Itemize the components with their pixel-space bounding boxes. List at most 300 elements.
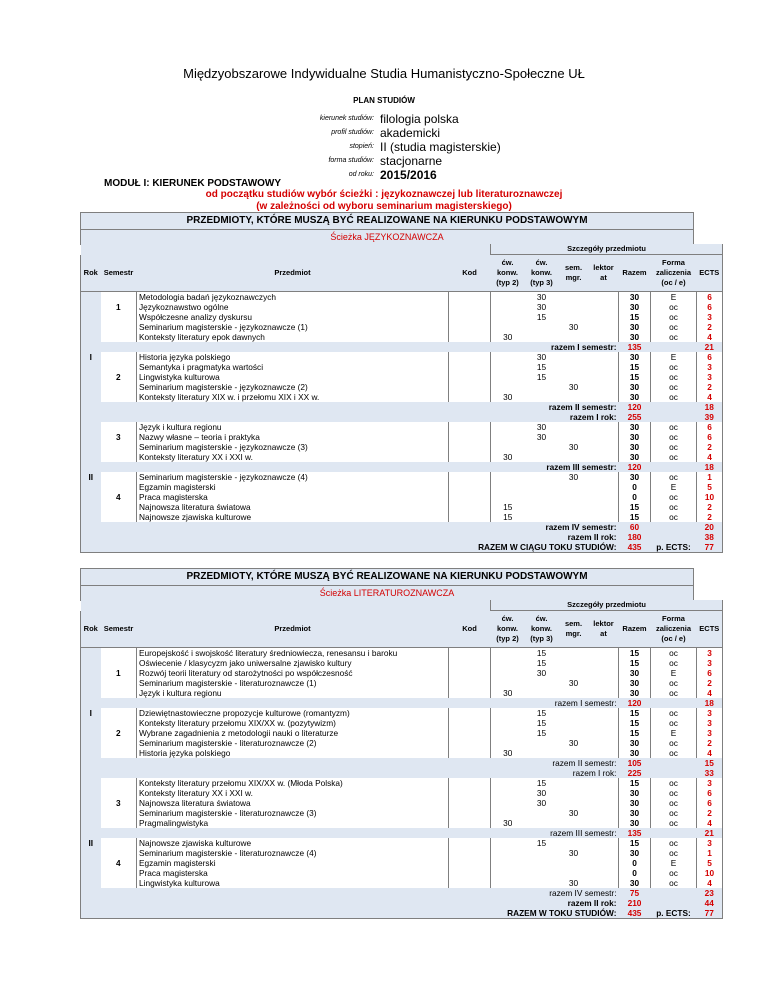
- rok-cell: [81, 898, 101, 908]
- sem-mgr-cell: [559, 482, 589, 492]
- rok-cell: [81, 362, 101, 372]
- lektorat-cell: [589, 838, 619, 848]
- ects-cell: 2: [697, 512, 723, 522]
- col-kod: [449, 611, 491, 648]
- kod-cell: [449, 718, 491, 728]
- cw-typ3-cell: [525, 382, 559, 392]
- col-forma: [651, 255, 697, 292]
- kod-cell: [449, 788, 491, 798]
- course-row: [81, 392, 723, 402]
- details-label: Szczegóły przedmiotu: [491, 244, 723, 255]
- lektorat-cell: [589, 858, 619, 868]
- details-label: [81, 244, 491, 255]
- cw-typ2-cell: [491, 492, 525, 502]
- summary-row: [81, 462, 723, 472]
- course-name: Językoznawstwo ogólne: [137, 302, 449, 312]
- meta-label: profil studiów:: [331, 129, 374, 136]
- cw-typ3-cell: [525, 808, 559, 818]
- course-name: Praca magisterska: [137, 868, 449, 878]
- cw-typ3-cell: [525, 392, 559, 402]
- kod-cell: [449, 648, 491, 659]
- ects-cell: 3: [697, 648, 723, 659]
- semestr-cell: [101, 412, 137, 422]
- forma-cell: oc: [651, 868, 697, 878]
- course-name: Semantyka i pragmatyka wartości: [137, 362, 449, 372]
- col-cw-typ3-line: ćw.: [535, 614, 548, 623]
- cw-typ3-cell: [525, 502, 559, 512]
- course-name: Seminarium magisterskie - literaturoznawcze (3): [137, 808, 449, 818]
- ects-cell: 4: [697, 392, 723, 402]
- summary-row: [81, 698, 723, 708]
- course-row: [81, 492, 723, 502]
- kod-cell: [449, 372, 491, 382]
- summary-row: [81, 402, 723, 412]
- razem-total: 180: [619, 532, 651, 542]
- forma-cell: oc: [651, 302, 697, 312]
- kod-cell: [449, 688, 491, 698]
- sem-mgr-cell: 30: [568, 472, 579, 482]
- course-row: [81, 472, 723, 482]
- col-ects: [697, 255, 723, 292]
- sem-mgr-cell: [559, 362, 589, 372]
- rok-cell: [81, 302, 101, 312]
- sem-mgr-cell: [559, 492, 589, 502]
- forma-cell: oc: [651, 322, 697, 332]
- cw-typ2-cell: [491, 658, 525, 668]
- ects-total: 23: [697, 888, 723, 898]
- rok-cell: [81, 292, 101, 303]
- rok-cell: [81, 342, 101, 352]
- sem-mgr-cell: [559, 432, 589, 442]
- ects-cell: 3: [697, 658, 723, 668]
- cw-typ3-cell: [525, 482, 559, 492]
- cw-typ3-cell: 15: [536, 648, 547, 658]
- sem-mgr-cell: [559, 302, 589, 312]
- razem-total: 75: [619, 888, 651, 898]
- cw-typ3-cell: 15: [536, 708, 547, 718]
- razem-cell: 0: [619, 858, 651, 868]
- cw-typ2-cell: [491, 648, 525, 659]
- rok-cell: [81, 522, 101, 532]
- rok-cell: [81, 412, 101, 422]
- course-name: Lingwistyka kulturowa: [137, 372, 449, 382]
- rok-cell: [81, 698, 101, 708]
- course-name: Najnowsze zjawiska kulturowe: [137, 512, 449, 522]
- path-choice-note: od początku studiów wybór ścieżki : językoznawczej lub literaturoznawczej: [205, 189, 563, 200]
- kod-cell: [449, 778, 491, 788]
- semestr-cell: [101, 532, 137, 542]
- forma-cell: p. ECTS:: [651, 908, 697, 919]
- col-razem-line: Razem: [622, 624, 647, 633]
- cw-typ3-cell: [525, 688, 559, 698]
- lektorat-cell: [589, 362, 619, 372]
- rok-cell: [81, 878, 101, 888]
- rok-cell: [81, 818, 101, 828]
- forma-cell: E: [651, 668, 697, 678]
- razem-total: 435: [619, 908, 651, 919]
- kod-cell: [449, 292, 491, 303]
- razem-cell: 30: [619, 848, 651, 858]
- cw-typ3-cell: 15: [536, 838, 547, 848]
- cw-typ2-cell: [491, 292, 525, 303]
- course-row: [81, 778, 723, 788]
- sem-mgr-cell: 30: [568, 848, 579, 858]
- semestr-cell: [101, 808, 137, 818]
- col-lektorat-line: lektor: [593, 263, 614, 272]
- semestr-cell: [101, 718, 137, 728]
- course-name: Europejskość i swojskość literatury średniowiecza, renesansu i baroku: [137, 648, 449, 659]
- sem-mgr-cell: [559, 708, 589, 718]
- rok-cell: [81, 392, 101, 402]
- rok-cell: [81, 502, 101, 512]
- rok-cell: [81, 648, 101, 659]
- rok-cell: [81, 512, 101, 522]
- rok-cell: [81, 658, 101, 668]
- summary-row: [81, 898, 723, 908]
- header-row-details: [81, 244, 723, 255]
- semestr-cell: 2: [115, 728, 121, 738]
- col-kod-line: Kod: [462, 623, 477, 633]
- summary-label: razem I semestr:: [137, 342, 619, 352]
- meta-label: forma studiów:: [328, 157, 374, 164]
- forma-cell: [651, 532, 697, 542]
- cw-typ3-cell: 30: [536, 788, 547, 798]
- ects-cell: 2: [697, 442, 723, 452]
- course-name: Konteksty literatury przełomu XIX/XX w. (Młoda Polska): [137, 778, 449, 788]
- razem-cell: 15: [619, 658, 651, 668]
- forma-cell: [651, 342, 697, 352]
- path-choice-note-detail: (w zależności od wyboru seminarium magisterskiego): [256, 201, 512, 212]
- sem-mgr-cell: [559, 858, 589, 868]
- course-name: Seminarium magisterskie - językoznawcze (2): [137, 382, 449, 392]
- summary-row: [81, 522, 723, 532]
- rok-cell: [81, 312, 101, 322]
- summary-label: razem III semestr:: [137, 462, 619, 472]
- rok-cell: [81, 808, 101, 818]
- cw-typ3-cell: [525, 322, 559, 332]
- kod-cell: [449, 878, 491, 888]
- course-row: [81, 868, 723, 878]
- ects-cell: 6: [697, 292, 723, 303]
- forma-cell: oc: [651, 422, 697, 432]
- cw-typ3-cell: [525, 442, 559, 452]
- cw-typ2-cell: [491, 728, 525, 738]
- header-row-details: [81, 600, 723, 611]
- section-subtitle: Ścieżka JĘZYKOZNAWCZA: [330, 232, 444, 242]
- kod-cell: [449, 868, 491, 878]
- razem-total: 120: [619, 698, 651, 708]
- semestr-cell: [101, 482, 137, 492]
- kod-cell: [449, 668, 491, 678]
- cw-typ2-cell: [491, 778, 525, 788]
- cw-typ3-cell: [525, 472, 559, 482]
- course-table-linguistic: [80, 244, 723, 553]
- cw-typ2-cell: 15: [491, 512, 525, 522]
- rok-cell: [81, 402, 101, 412]
- cw-typ3-cell: [525, 332, 559, 342]
- course-row: [81, 788, 723, 798]
- cw-typ3-cell: [525, 868, 559, 878]
- semestr-cell: [101, 898, 137, 908]
- course-row: [81, 292, 723, 303]
- forma-cell: oc: [651, 382, 697, 392]
- course-row: [81, 728, 723, 738]
- forma-cell: oc: [651, 502, 697, 512]
- col-kod: [449, 255, 491, 292]
- lektorat-cell: [589, 292, 619, 303]
- razem-cell: 15: [619, 838, 651, 848]
- rok-cell: [81, 748, 101, 758]
- col-sem-mgr-line: mgr.: [565, 629, 582, 638]
- ects-cell: 3: [697, 708, 723, 718]
- forma-cell: oc: [651, 432, 697, 442]
- razem-cell: 30: [619, 818, 651, 828]
- sem-mgr-cell: 30: [568, 878, 579, 888]
- course-name: Seminarium magisterskie - literaturoznawcze (2): [137, 738, 449, 748]
- cw-typ3-cell: 15: [536, 658, 547, 668]
- page-title: Międzyobszarowe Indywidualne Studia Humanistyczno-Społeczne UŁ: [183, 66, 585, 81]
- sem-mgr-cell: [559, 372, 589, 382]
- meta-value: akademicki: [380, 126, 441, 140]
- cw-typ3-cell: 15: [536, 312, 547, 322]
- cw-typ3-cell: 30: [536, 422, 547, 432]
- course-name: Konteksty literatury XX i XXI w.: [137, 452, 449, 462]
- razem-cell: 15: [619, 512, 651, 522]
- razem-cell: 30: [619, 292, 651, 303]
- summary-row: [81, 908, 723, 919]
- sem-mgr-cell: 30: [568, 678, 579, 688]
- cw-typ2-cell: [491, 808, 525, 818]
- course-row: [81, 512, 723, 522]
- sem-mgr-cell: [559, 292, 589, 303]
- rok-cell: [81, 768, 101, 778]
- course-table-literary: [80, 600, 723, 919]
- col-cw-typ2-line: konw.: [497, 624, 518, 633]
- forma-cell: [651, 698, 697, 708]
- kod-cell: [449, 322, 491, 332]
- lektorat-cell: [589, 718, 619, 728]
- col-cw-typ3: [525, 611, 559, 648]
- forma-cell: oc: [651, 392, 697, 402]
- rok-cell: [81, 462, 101, 472]
- sem-mgr-cell: [559, 818, 589, 828]
- ects-cell: 6: [697, 302, 723, 312]
- ects-total: 21: [697, 828, 723, 838]
- ects-total: 33: [697, 768, 723, 778]
- sem-mgr-cell: [559, 718, 589, 728]
- lektorat-cell: [589, 738, 619, 748]
- lektorat-cell: [589, 778, 619, 788]
- cw-typ2-cell: [491, 838, 525, 848]
- col-lektorat-line: at: [600, 629, 607, 638]
- meta-value: II (studia magisterskie): [380, 140, 501, 154]
- summary-row: [81, 542, 723, 553]
- col-przedmiot-line: Przedmiot: [274, 623, 311, 633]
- lektorat-cell: [589, 482, 619, 492]
- semestr-cell: [101, 848, 137, 858]
- razem-cell: 15: [619, 718, 651, 728]
- course-row: [81, 482, 723, 492]
- semestr-cell: [101, 758, 137, 768]
- semestr-cell: [101, 888, 137, 898]
- lektorat-cell: [589, 658, 619, 668]
- semestr-cell: [101, 472, 137, 482]
- sem-mgr-cell: [559, 868, 589, 878]
- col-rok: [81, 255, 101, 292]
- cw-typ2-cell: 30: [491, 688, 525, 698]
- course-row: [81, 858, 723, 868]
- ects-cell: 6: [697, 352, 723, 362]
- summary-label: razem II rok:: [137, 898, 619, 908]
- summary-label: razem IV semestr:: [137, 888, 619, 898]
- kod-cell: [449, 302, 491, 312]
- lektorat-cell: [589, 818, 619, 828]
- col-sem-mgr-line: mgr.: [565, 273, 582, 282]
- cw-typ2-cell: [491, 422, 525, 432]
- forma-cell: oc: [651, 648, 697, 659]
- kod-cell: [449, 362, 491, 372]
- lektorat-cell: [589, 422, 619, 432]
- kod-cell: [449, 838, 491, 848]
- razem-cell: 30: [619, 352, 651, 362]
- cw-typ3-cell: 15: [536, 718, 547, 728]
- razem-cell: 30: [619, 668, 651, 678]
- lektorat-cell: [589, 808, 619, 818]
- lektorat-cell: [589, 688, 619, 698]
- ects-cell: 2: [697, 382, 723, 392]
- summary-row: [81, 828, 723, 838]
- details-label: Szczegóły przedmiotu: [491, 600, 723, 611]
- semestr-cell: [101, 542, 137, 553]
- cw-typ2-cell: [491, 472, 525, 482]
- razem-cell: 30: [619, 472, 651, 482]
- course-name: Lingwistyka kulturowa: [137, 878, 449, 888]
- razem-cell: 30: [619, 382, 651, 392]
- razem-total: 225: [619, 768, 651, 778]
- ects-total: 44: [697, 898, 723, 908]
- summary-label: RAZEM W TOKU STUDIÓW:: [137, 908, 619, 919]
- course-row: [81, 678, 723, 688]
- ects-total: 18: [697, 402, 723, 412]
- ects-total: 77: [697, 542, 723, 553]
- ects-cell: 4: [697, 748, 723, 758]
- course-row: [81, 432, 723, 442]
- lektorat-cell: [589, 332, 619, 342]
- razem-cell: 30: [619, 808, 651, 818]
- meta-value: filologia polska: [380, 112, 459, 126]
- kod-cell: [449, 708, 491, 718]
- semestr-cell: [101, 908, 137, 919]
- rok-cell: [81, 738, 101, 748]
- sem-mgr-cell: 30: [568, 322, 579, 332]
- kod-cell: [449, 512, 491, 522]
- col-forma-line: (oc / e): [661, 634, 686, 643]
- razem-cell: 30: [619, 332, 651, 342]
- cw-typ3-cell: [525, 878, 559, 888]
- cw-typ3-cell: [525, 678, 559, 688]
- col-sem-mgr-line: sem.: [564, 263, 583, 272]
- course-row: [81, 332, 723, 342]
- course-name: Seminarium magisterskie - językoznawcze (4): [137, 472, 449, 482]
- sem-mgr-cell: [559, 688, 589, 698]
- meta-value: stacjonarne: [380, 154, 443, 168]
- rok-cell: [81, 382, 101, 392]
- course-row: [81, 688, 723, 698]
- plan-heading: PLAN STUDIÓW: [353, 96, 415, 105]
- semestr-cell: [101, 312, 137, 322]
- cw-typ2-cell: [491, 322, 525, 332]
- forma-cell: [651, 402, 697, 412]
- cw-typ3-cell: 15: [536, 778, 547, 788]
- rok-cell: [81, 728, 101, 738]
- ects-cell: 2: [697, 808, 723, 818]
- forma-cell: oc: [651, 492, 697, 502]
- semestr-cell: 3: [115, 432, 121, 442]
- lektorat-cell: [589, 302, 619, 312]
- lektorat-cell: [589, 502, 619, 512]
- ects-total: 18: [697, 698, 723, 708]
- semestr-cell: [101, 332, 137, 342]
- sem-mgr-cell: [559, 798, 589, 808]
- ects-cell: 10: [697, 492, 723, 502]
- col-ects: [697, 611, 723, 648]
- rok-cell: [81, 372, 101, 382]
- semestr-cell: [101, 738, 137, 748]
- summary-label: razem II semestr:: [137, 402, 619, 412]
- cw-typ2-cell: [491, 482, 525, 492]
- cw-typ3-cell: 30: [536, 292, 547, 302]
- col-cw-typ3-line: konw.: [531, 624, 552, 633]
- col-semestr: [101, 611, 137, 648]
- kod-cell: [449, 818, 491, 828]
- semestr-cell: [101, 392, 137, 402]
- semestr-cell: [101, 708, 137, 718]
- ects-cell: 3: [697, 362, 723, 372]
- rok-cell: [81, 778, 101, 788]
- ects-cell: 3: [697, 778, 723, 788]
- course-row: [81, 808, 723, 818]
- razem-cell: 0: [619, 492, 651, 502]
- semestr-cell: [101, 322, 137, 332]
- summary-label: razem III semestr:: [137, 828, 619, 838]
- forma-cell: oc: [651, 778, 697, 788]
- ects-cell: 6: [697, 798, 723, 808]
- razem-cell: 30: [619, 322, 651, 332]
- rok-cell: [81, 492, 101, 502]
- kod-cell: [449, 452, 491, 462]
- cw-typ2-cell: [491, 312, 525, 322]
- ects-cell: 4: [697, 878, 723, 888]
- ects-cell: 6: [697, 432, 723, 442]
- rok-cell: I: [81, 352, 101, 362]
- semestr-cell: [101, 362, 137, 372]
- col-przedmiot-line: Przedmiot: [274, 267, 311, 277]
- course-row: [81, 878, 723, 888]
- lektorat-cell: [589, 728, 619, 738]
- razem-cell: 30: [619, 392, 651, 402]
- header-row-columns: [81, 611, 723, 648]
- forma-cell: E: [651, 858, 697, 868]
- rok-cell: [81, 908, 101, 919]
- meta-label: od roku:: [348, 171, 374, 178]
- kod-cell: [449, 738, 491, 748]
- forma-cell: oc: [651, 372, 697, 382]
- cw-typ3-cell: [525, 492, 559, 502]
- razem-cell: 15: [619, 502, 651, 512]
- cw-typ2-cell: 15: [491, 502, 525, 512]
- col-przedmiot: [137, 255, 449, 292]
- course-name: Historia języka polskiego: [137, 748, 449, 758]
